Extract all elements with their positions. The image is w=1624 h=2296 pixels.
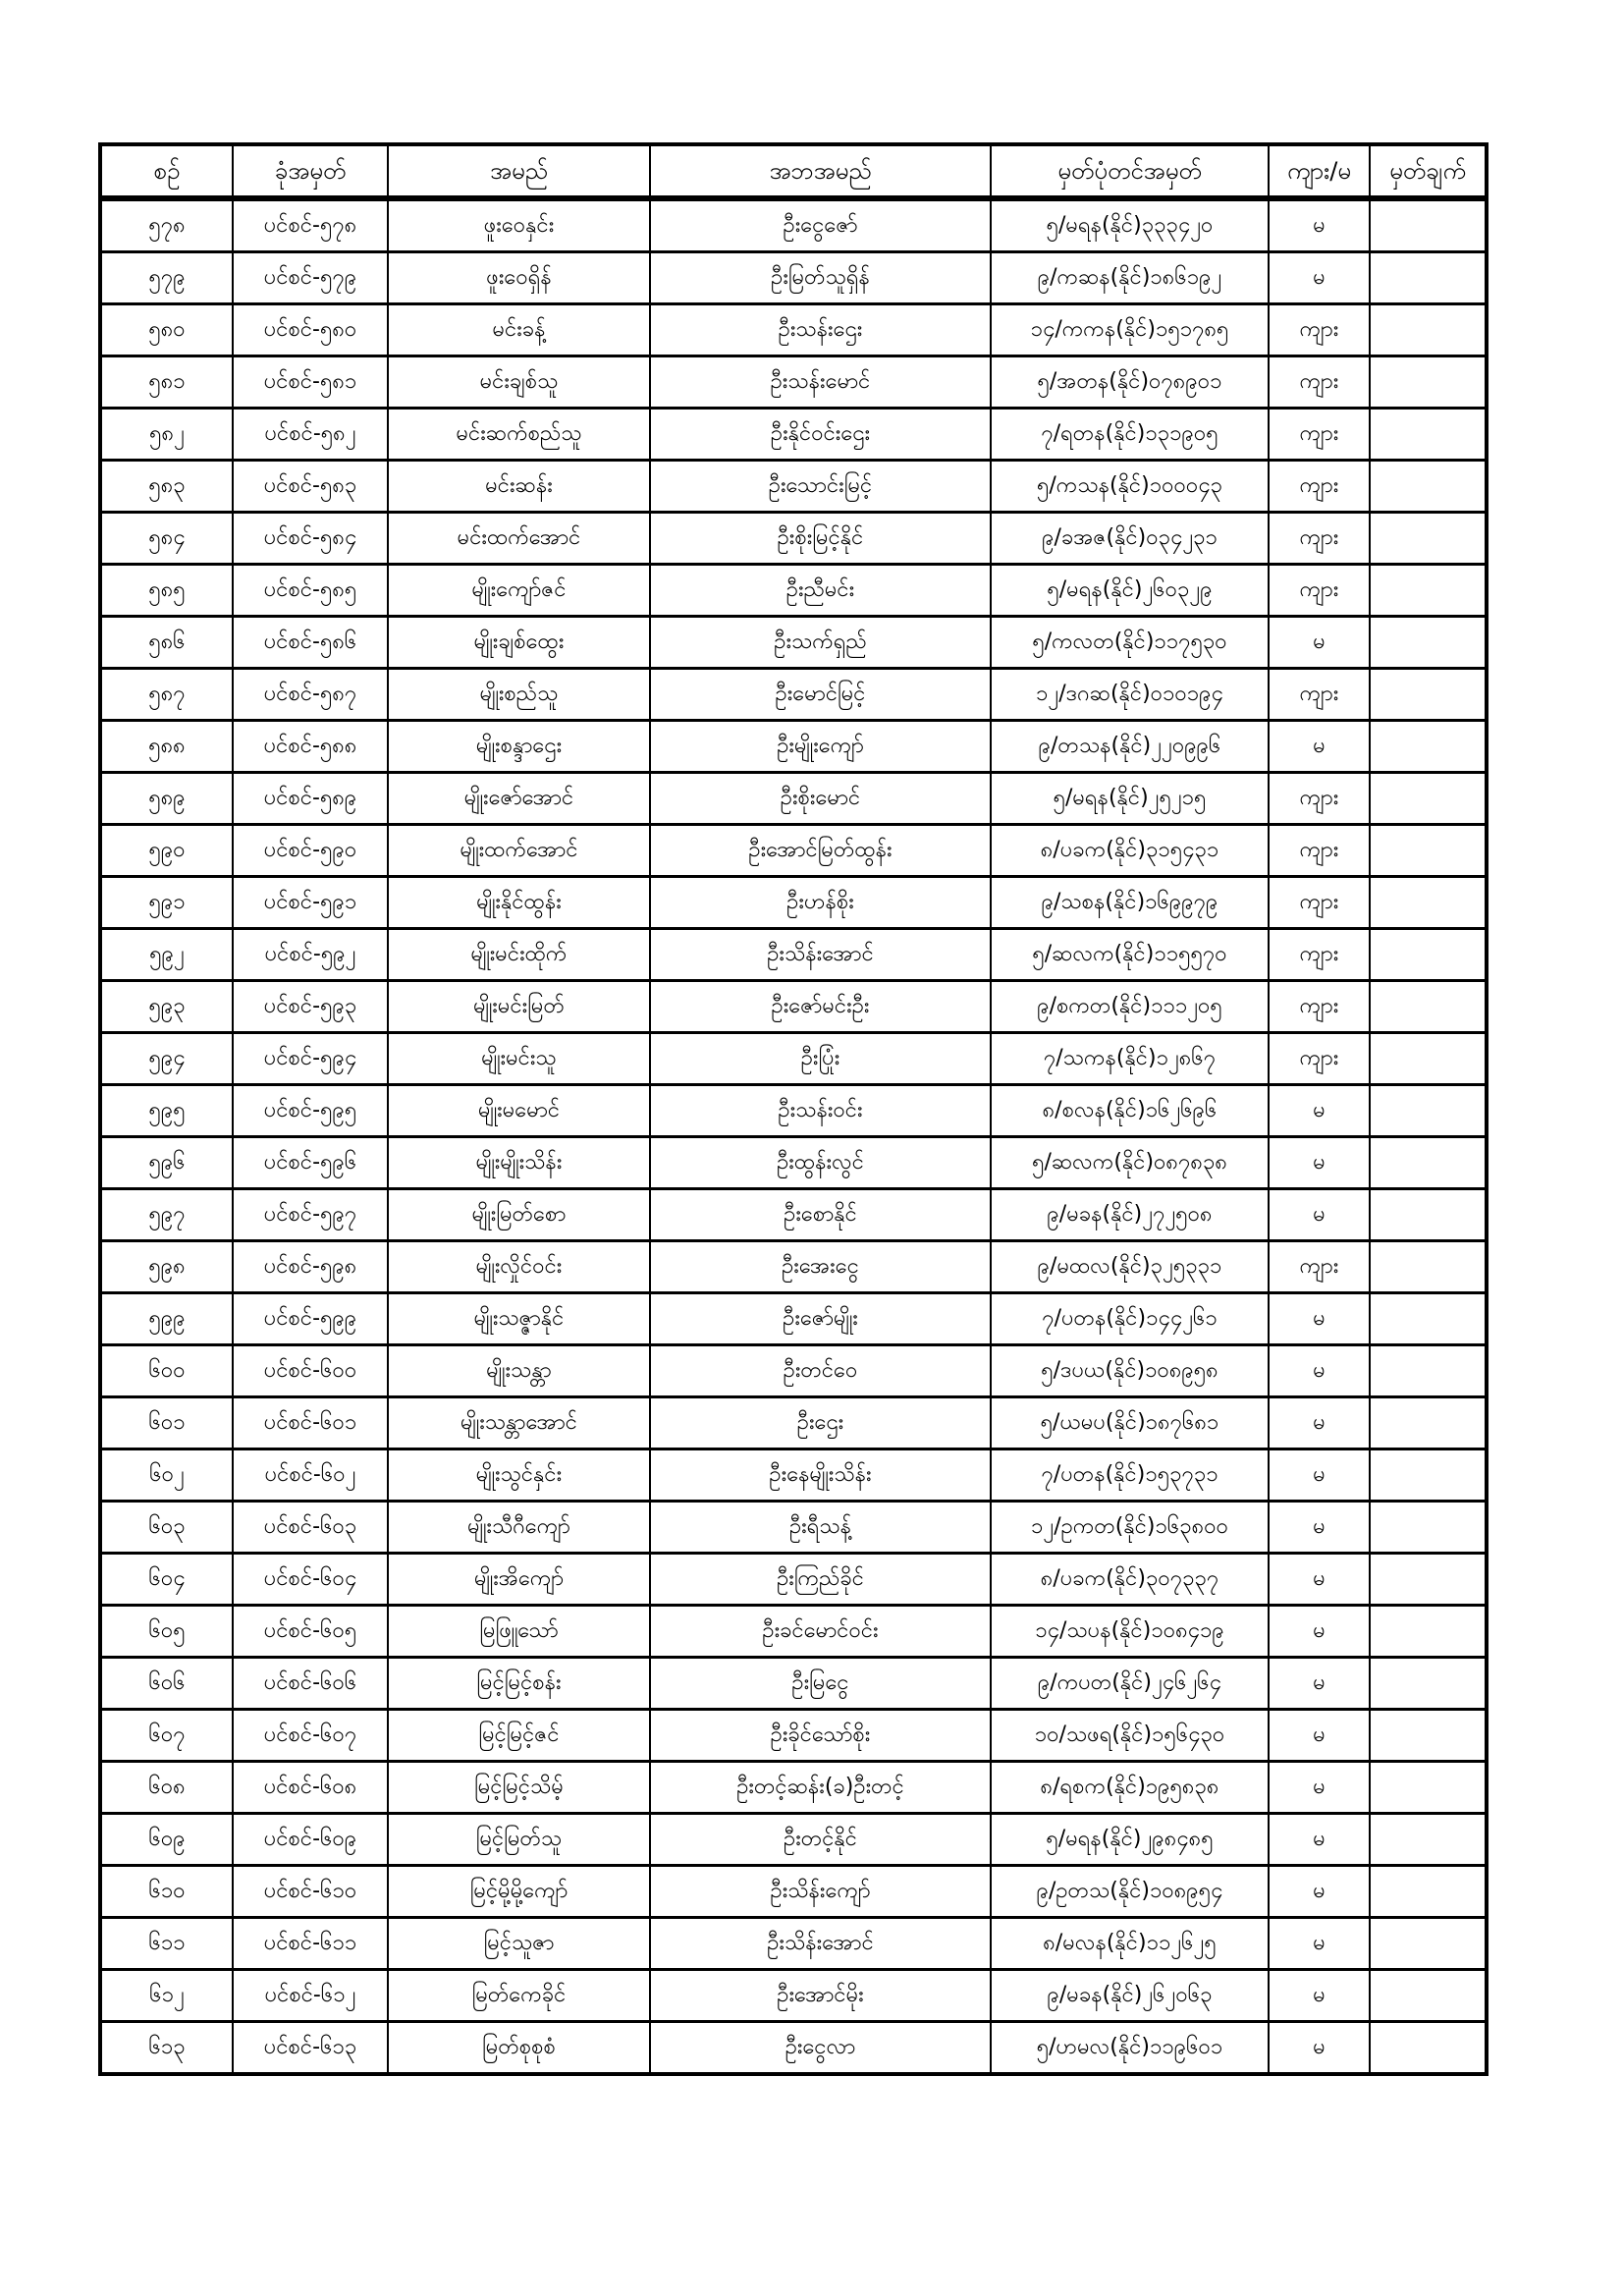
cell-serial: ၅၈၀	[100, 304, 233, 356]
cell-gender: မ	[1269, 721, 1370, 773]
cell-father-name: ဦးသန်းမောင်	[650, 356, 991, 409]
cell-father-name: ဦးသက်ရှည်	[650, 617, 991, 669]
cell-father-name: ဦးသန်းဝင်း	[650, 1085, 991, 1137]
cell-name: မျိုးနိုင်ထွန်း	[388, 877, 650, 929]
cell-seat-number: ပင်စင်-၅၈၂	[233, 409, 388, 461]
cell-gender: ကျား	[1269, 513, 1370, 565]
cell-father-name: ဦးဇော်မင်းဦး	[650, 981, 991, 1033]
cell-name: မြတ်ကေခိုင်	[388, 1970, 650, 2022]
cell-father-name: ဦးသိန်းအောင်	[650, 1918, 991, 1970]
cell-remarks	[1370, 252, 1487, 304]
cell-name: မင်းဆန်း	[388, 461, 650, 513]
cell-name: မြတ်စုစုစံ	[388, 2022, 650, 2075]
cell-nrc-number: ၉/မထလ(နိုင်)၃၂၅၃၃၁	[991, 1241, 1269, 1293]
table-row	[100, 1658, 1487, 1710]
cell-seat-number: ပင်စင်-၆၁၃	[233, 2022, 388, 2075]
cell-serial: ၅၉၀	[100, 825, 233, 877]
header-name: အမည်	[388, 144, 650, 198]
table-row	[100, 461, 1487, 513]
cell-father-name: ဦးခိုင်သော်စိုး	[650, 1710, 991, 1762]
cell-nrc-number: ၅/အတန(နိုင်)၀၇၈၉၀၁	[991, 356, 1269, 409]
cell-nrc-number: ၅/မရန(နိုင်)၃၃၃၄၂၀	[991, 198, 1269, 252]
header-remarks: မှတ်ချက်	[1370, 144, 1487, 198]
cell-father-name: ဦးသိန်းအောင်	[650, 929, 991, 981]
cell-gender: မ	[1269, 1970, 1370, 2022]
cell-remarks	[1370, 461, 1487, 513]
table-row	[100, 721, 1487, 773]
cell-seat-number: ပင်စင်-၆၁၂	[233, 1970, 388, 2022]
cell-serial: ၅၉၉	[100, 1293, 233, 1345]
cell-seat-number: ပင်စင်-၆၀၈	[233, 1762, 388, 1814]
cell-seat-number: ပင်စင်-၅၉၄	[233, 1033, 388, 1085]
cell-gender: ကျား	[1269, 877, 1370, 929]
cell-seat-number: ပင်စင်-၅၉၆	[233, 1137, 388, 1189]
cell-name: မြင့်မြင့်ဇင်	[388, 1710, 650, 1762]
registration-table	[98, 142, 1489, 2076]
cell-gender: မ	[1269, 1345, 1370, 1397]
cell-seat-number: ပင်စင်-၆၁၁	[233, 1918, 388, 1970]
cell-remarks	[1370, 1241, 1487, 1293]
cell-nrc-number: ၈/ရစက(နိုင်)၁၉၅၈၃၈	[991, 1762, 1269, 1814]
cell-gender: ကျား	[1269, 981, 1370, 1033]
table-row	[100, 1137, 1487, 1189]
cell-gender: ကျား	[1269, 1033, 1370, 1085]
cell-remarks	[1370, 617, 1487, 669]
cell-name: မင်းဆက်စည်သူ	[388, 409, 650, 461]
cell-name: မျိုးမင်းသူ	[388, 1033, 650, 1085]
cell-nrc-number: ၉/ဥတသ(နိုင်)၁၀၈၉၅၄	[991, 1866, 1269, 1918]
cell-nrc-number: ၇/ပတန(နိုင်)၁၄၄၂၆၁	[991, 1293, 1269, 1345]
cell-nrc-number: ၈/ပခက(နိုင်)၃၁၅၄၃၁	[991, 825, 1269, 877]
table-row	[100, 929, 1487, 981]
table-row	[100, 981, 1487, 1033]
cell-remarks	[1370, 1449, 1487, 1502]
header-seat-number: ခုံအမှတ်	[233, 144, 388, 198]
cell-father-name: ဦးသန်းဌေး	[650, 304, 991, 356]
cell-seat-number: ပင်စင်-၅၉၇	[233, 1189, 388, 1241]
cell-seat-number: ပင်စင်-၆၀၂	[233, 1449, 388, 1502]
table-row	[100, 1762, 1487, 1814]
cell-remarks	[1370, 1918, 1487, 1970]
cell-seat-number: ပင်စင်-၅၉၂	[233, 929, 388, 981]
cell-remarks	[1370, 877, 1487, 929]
table-row	[100, 565, 1487, 617]
cell-name: မျိုးမမောင်	[388, 1085, 650, 1137]
cell-gender: မ	[1269, 1137, 1370, 1189]
cell-serial: ၅၈၃	[100, 461, 233, 513]
cell-remarks	[1370, 356, 1487, 409]
cell-nrc-number: ၇/ပတန(နိုင်)၁၅၃၇၃၁	[991, 1449, 1269, 1502]
cell-seat-number: ပင်စင်-၆၀၉	[233, 1814, 388, 1866]
cell-name: မျိုးစန္ဒာဌေး	[388, 721, 650, 773]
cell-father-name: ဦးနိုင်ဝင်းဌေး	[650, 409, 991, 461]
cell-serial: ၅၉၁	[100, 877, 233, 929]
cell-seat-number: ပင်စင်-၅၇၈	[233, 198, 388, 252]
cell-serial: ၅၈၈	[100, 721, 233, 773]
cell-remarks	[1370, 1866, 1487, 1918]
cell-serial: ၆၀၁	[100, 1397, 233, 1449]
cell-nrc-number: ၁၂/ဥကတ(နိုင်)၁၆၃၈၀၀	[991, 1502, 1269, 1554]
cell-remarks	[1370, 1606, 1487, 1658]
cell-seat-number: ပင်စင်-၆၀၆	[233, 1658, 388, 1710]
cell-seat-number: ပင်စင်-၆၀၃	[233, 1502, 388, 1554]
cell-nrc-number: ၅/ကလတ(နိုင်)၁၁၇၅၃၀	[991, 617, 1269, 669]
cell-nrc-number: ၉/မခန(နိုင်)၂၆၂၀၆၃	[991, 1970, 1269, 2022]
cell-remarks	[1370, 1814, 1487, 1866]
cell-gender: ကျား	[1269, 304, 1370, 356]
cell-father-name: ဦးညီမင်း	[650, 565, 991, 617]
cell-remarks	[1370, 1137, 1487, 1189]
cell-serial: ၅၈၁	[100, 356, 233, 409]
cell-nrc-number: ၅/ဟမလ(နိုင်)၁၁၉၆၀၁	[991, 2022, 1269, 2075]
cell-serial: ၅၇၈	[100, 198, 233, 252]
cell-name: မျိုးချစ်ထွေး	[388, 617, 650, 669]
cell-seat-number: ပင်စင်-၅၈၆	[233, 617, 388, 669]
cell-name: မြဖြူသော်	[388, 1606, 650, 1658]
table-row	[100, 617, 1487, 669]
cell-gender: မ	[1269, 1606, 1370, 1658]
cell-name: မင်းချစ်သူ	[388, 356, 650, 409]
cell-remarks	[1370, 1502, 1487, 1554]
cell-nrc-number: ၉/စကတ(နိုင်)၁၁၁၂၀၅	[991, 981, 1269, 1033]
cell-seat-number: ပင်စင်-၆၁၀	[233, 1866, 388, 1918]
cell-father-name: ဦးမျိုးကျော်	[650, 721, 991, 773]
cell-father-name: ဦးစိုးမြင့်နိုင်	[650, 513, 991, 565]
cell-seat-number: ပင်စင်-၅၈၁	[233, 356, 388, 409]
cell-seat-number: ပင်စင်-၅၉၀	[233, 825, 388, 877]
table-row	[100, 1866, 1487, 1918]
cell-nrc-number: ၉/မခန(နိုင်)၂၇၂၅၀၈	[991, 1189, 1269, 1241]
table-row	[100, 825, 1487, 877]
table-row	[100, 773, 1487, 825]
cell-seat-number: ပင်စင်-၅၉၃	[233, 981, 388, 1033]
cell-serial: ၅၈၄	[100, 513, 233, 565]
cell-name: မျိုးအိကျော်	[388, 1554, 650, 1606]
cell-gender: မ	[1269, 1189, 1370, 1241]
cell-serial: ၅၉၅	[100, 1085, 233, 1137]
cell-seat-number: ပင်စင်-၅၉၁	[233, 877, 388, 929]
table-row	[100, 1814, 1487, 1866]
cell-gender: ကျား	[1269, 1241, 1370, 1293]
cell-seat-number: ပင်စင်-၅၈၄	[233, 513, 388, 565]
cell-nrc-number: ၈/ပခက(နိုင်)၃၀၇၃၃၇	[991, 1554, 1269, 1606]
table-row	[100, 1033, 1487, 1085]
cell-nrc-number: ၅/ဒပယ(နိုင်)၁၀၈၉၅၈	[991, 1345, 1269, 1397]
cell-gender: မ	[1269, 1710, 1370, 1762]
cell-nrc-number: ၉/ကဆန(နိုင်)၁၈၆၁၉၂	[991, 252, 1269, 304]
cell-seat-number: ပင်စင်-၅၈၈	[233, 721, 388, 773]
cell-nrc-number: ၁၂/ဒဂဆ(နိုင်)၀၁၀၁၉၄	[991, 669, 1269, 721]
header-nrc-number: မှတ်ပုံတင်အမှတ်	[991, 144, 1269, 198]
table-row	[100, 409, 1487, 461]
cell-name: ဖူးဝေနှင်း	[388, 198, 650, 252]
cell-name: မင်းထက်အောင်	[388, 513, 650, 565]
cell-serial: ၅၈၂	[100, 409, 233, 461]
cell-remarks	[1370, 825, 1487, 877]
cell-remarks	[1370, 304, 1487, 356]
cell-father-name: ဦးမြတ်သူရှိန်	[650, 252, 991, 304]
cell-nrc-number: ၉/ကပတ(နိုင်)၂၄၆၂၆၄	[991, 1658, 1269, 1710]
cell-remarks	[1370, 2022, 1487, 2075]
cell-seat-number: ပင်စင်-၆၀၁	[233, 1397, 388, 1449]
table-row	[100, 252, 1487, 304]
cell-remarks	[1370, 929, 1487, 981]
cell-name: မြင့်သူဇာ	[388, 1918, 650, 1970]
cell-father-name: ဦးပြုံး	[650, 1033, 991, 1085]
cell-father-name: ဦးတင့်ဆန်း(ခ)ဦးတင့်	[650, 1762, 991, 1814]
cell-gender: မ	[1269, 1866, 1370, 1918]
cell-father-name: ဦးဇော်မျိုး	[650, 1293, 991, 1345]
cell-nrc-number: ၅/မရန(နိုင်)၂၆၀၃၂၉	[991, 565, 1269, 617]
table-row	[100, 1397, 1487, 1449]
cell-remarks	[1370, 773, 1487, 825]
cell-remarks	[1370, 1085, 1487, 1137]
table-row	[100, 1189, 1487, 1241]
cell-gender: ကျား	[1269, 356, 1370, 409]
cell-remarks	[1370, 1710, 1487, 1762]
cell-nrc-number: ၁၄/သပန(နိုင်)၁၀၈၄၁၉	[991, 1606, 1269, 1658]
cell-remarks	[1370, 669, 1487, 721]
cell-name: မျိုးသီဂီကျော်	[388, 1502, 650, 1554]
table-row	[100, 1241, 1487, 1293]
cell-nrc-number: ၈/စလန(နိုင်)၁၆၂၆၉၆	[991, 1085, 1269, 1137]
header-gender: ကျား/မ	[1269, 144, 1370, 198]
cell-father-name: ဦးမောင်မြင့်	[650, 669, 991, 721]
cell-name: မြင့်မြင့်သိမ့်	[388, 1762, 650, 1814]
cell-serial: ၆၁၃	[100, 2022, 233, 2075]
cell-gender: မ	[1269, 1814, 1370, 1866]
table-row	[100, 1554, 1487, 1606]
cell-name: မျိုးဇော်အောင်	[388, 773, 650, 825]
cell-father-name: ဦးကြည်ခိုင်	[650, 1554, 991, 1606]
cell-serial: ၆၀၂	[100, 1449, 233, 1502]
cell-father-name: ဦးထွန်းလွင်	[650, 1137, 991, 1189]
cell-father-name: ဦးနေမျိုးသိန်း	[650, 1449, 991, 1502]
cell-serial: ၅၉၄	[100, 1033, 233, 1085]
cell-gender: မ	[1269, 2022, 1370, 2075]
cell-seat-number: ပင်စင်-၅၉၈	[233, 1241, 388, 1293]
cell-seat-number: ပင်စင်-၅၈၇	[233, 669, 388, 721]
cell-father-name: ဦးဌေး	[650, 1397, 991, 1449]
cell-serial: ၅၈၇	[100, 669, 233, 721]
cell-father-name: ဦးစောနိုင်	[650, 1189, 991, 1241]
cell-father-name: ဦးရီသန့်	[650, 1502, 991, 1554]
cell-serial: ၅၉၆	[100, 1137, 233, 1189]
cell-name: မျိုးသန္တာအောင်	[388, 1397, 650, 1449]
cell-gender: ကျား	[1269, 565, 1370, 617]
cell-seat-number: ပင်စင်-၆၀၀	[233, 1345, 388, 1397]
table-row	[100, 1449, 1487, 1502]
cell-serial: ၅၈၉	[100, 773, 233, 825]
table-row	[100, 669, 1487, 721]
cell-remarks	[1370, 565, 1487, 617]
cell-seat-number: ပင်စင်-၅၇၉	[233, 252, 388, 304]
cell-remarks	[1370, 409, 1487, 461]
table-row	[100, 1918, 1487, 1970]
cell-serial: ၅၉၈	[100, 1241, 233, 1293]
cell-gender: မ	[1269, 1449, 1370, 1502]
cell-father-name: ဦးငွေလာ	[650, 2022, 991, 2075]
cell-remarks	[1370, 1970, 1487, 2022]
cell-seat-number: ပင်စင်-၅၈၉	[233, 773, 388, 825]
cell-name: မျိုးမျိုးသိန်း	[388, 1137, 650, 1189]
cell-gender: မ	[1269, 252, 1370, 304]
cell-serial: ၆၁၂	[100, 1970, 233, 2022]
table-row	[100, 1085, 1487, 1137]
cell-gender: ကျား	[1269, 409, 1370, 461]
cell-serial: ၆၁၁	[100, 1918, 233, 1970]
cell-name: မြင့်မြင့်စန်း	[388, 1658, 650, 1710]
cell-name: ဖူးဝေရှိန်	[388, 252, 650, 304]
cell-gender: မ	[1269, 1502, 1370, 1554]
cell-name: မျိုးမင်းမြတ်	[388, 981, 650, 1033]
table-header-row	[100, 144, 1487, 198]
cell-nrc-number: ၅/မရန(နိုင်)၂၉၈၄၈၅	[991, 1814, 1269, 1866]
cell-father-name: ဦးတင်ဝေ	[650, 1345, 991, 1397]
cell-nrc-number: ၁၀/သဖရ(နိုင်)၁၅၆၄၃၀	[991, 1710, 1269, 1762]
cell-seat-number: ပင်စင်-၆၀၅	[233, 1606, 388, 1658]
cell-nrc-number: ၉/တသန(နိုင်)၂၂၀၉၉၆	[991, 721, 1269, 773]
cell-remarks	[1370, 981, 1487, 1033]
cell-father-name: ဦးစိုးမောင်	[650, 773, 991, 825]
table-row	[100, 304, 1487, 356]
cell-remarks	[1370, 198, 1487, 252]
table-row	[100, 1606, 1487, 1658]
cell-nrc-number: ၇/ရတန(နိုင်)၁၃၁၉၀၅	[991, 409, 1269, 461]
cell-seat-number: ပင်စင်-၆၀၇	[233, 1710, 388, 1762]
cell-name: မျိုးသဇ္ဇာနိုင်	[388, 1293, 650, 1345]
cell-gender: မ	[1269, 1658, 1370, 1710]
cell-remarks	[1370, 1554, 1487, 1606]
cell-seat-number: ပင်စင်-၅၉၅	[233, 1085, 388, 1137]
cell-serial: ၆၀၇	[100, 1710, 233, 1762]
cell-serial: ၆၀၅	[100, 1606, 233, 1658]
cell-gender: မ	[1269, 1554, 1370, 1606]
cell-seat-number: ပင်စင်-၅၉၉	[233, 1293, 388, 1345]
cell-remarks	[1370, 1345, 1487, 1397]
header-father-name: အဘအမည်	[650, 144, 991, 198]
cell-serial: ၆၀၄	[100, 1554, 233, 1606]
table-row	[100, 877, 1487, 929]
cell-gender: မ	[1269, 1918, 1370, 1970]
cell-serial: ၅၉၇	[100, 1189, 233, 1241]
table-row	[100, 1710, 1487, 1762]
cell-father-name: ဦးခင်မောင်ဝင်း	[650, 1606, 991, 1658]
cell-serial: ၅၉၃	[100, 981, 233, 1033]
cell-name: မြင့်မို့မို့ကျော်	[388, 1866, 650, 1918]
cell-father-name: ဦးဟန်စိုး	[650, 877, 991, 929]
cell-seat-number: ပင်စင်-၅၈၅	[233, 565, 388, 617]
cell-father-name: ဦးသောင်းမြင့်	[650, 461, 991, 513]
table-row	[100, 1345, 1487, 1397]
cell-gender: ကျား	[1269, 825, 1370, 877]
cell-remarks	[1370, 513, 1487, 565]
cell-serial: ၅၈၆	[100, 617, 233, 669]
cell-name: မျိုးသန္တာ	[388, 1345, 650, 1397]
table-row	[100, 2022, 1487, 2075]
cell-remarks	[1370, 1293, 1487, 1345]
cell-nrc-number: ၅/ဆလက(နိုင်)၁၁၅၅၇၀	[991, 929, 1269, 981]
table-body	[100, 198, 1487, 2074]
cell-gender: ကျား	[1269, 669, 1370, 721]
cell-nrc-number: ၁၄/ကကန(နိုင်)၁၅၁၇၈၅	[991, 304, 1269, 356]
cell-father-name: ဦးအောင်မိုး	[650, 1970, 991, 2022]
cell-gender: မ	[1269, 1397, 1370, 1449]
cell-remarks	[1370, 1762, 1487, 1814]
cell-seat-number: ပင်စင်-၅၈၃	[233, 461, 388, 513]
cell-father-name: ဦးသိန်းကျော်	[650, 1866, 991, 1918]
cell-name: မျိုးလှိုင်ဝင်း	[388, 1241, 650, 1293]
cell-serial: ၅၇၉	[100, 252, 233, 304]
cell-nrc-number: ၇/သကန(နိုင်)၁၂၈၆၇	[991, 1033, 1269, 1085]
cell-serial: ၅၈၅	[100, 565, 233, 617]
header-serial: စဉ်	[100, 144, 233, 198]
cell-gender: မ	[1269, 1293, 1370, 1345]
cell-name: မြင့်မြတ်သူ	[388, 1814, 650, 1866]
table-row	[100, 1970, 1487, 2022]
cell-gender: မ	[1269, 1762, 1370, 1814]
cell-father-name: ဦးငွေဇော်	[650, 198, 991, 252]
cell-remarks	[1370, 1397, 1487, 1449]
cell-remarks	[1370, 1658, 1487, 1710]
cell-serial: ၆၁၀	[100, 1866, 233, 1918]
cell-name: မျိုးသွင်နှင်း	[388, 1449, 650, 1502]
table-row	[100, 513, 1487, 565]
cell-father-name: ဦးအောင်မြတ်ထွန်း	[650, 825, 991, 877]
cell-gender: မ	[1269, 198, 1370, 252]
cell-nrc-number: ၅/မရန(နိုင်)၂၅၂၁၅	[991, 773, 1269, 825]
cell-name: မျိုးမြတ်စော	[388, 1189, 650, 1241]
cell-remarks	[1370, 1189, 1487, 1241]
table-row	[100, 356, 1487, 409]
cell-name: မျိုးမင်းထိုက်	[388, 929, 650, 981]
cell-serial: ၆၀၀	[100, 1345, 233, 1397]
cell-father-name: ဦးတင့်နိုင်	[650, 1814, 991, 1866]
cell-gender: မ	[1269, 1085, 1370, 1137]
cell-nrc-number: ၅/ကသန(နိုင်)၁၀၀၀၄၃	[991, 461, 1269, 513]
cell-gender: ကျား	[1269, 773, 1370, 825]
cell-gender: မ	[1269, 617, 1370, 669]
cell-name: မျိုးကျော်ဇင်	[388, 565, 650, 617]
cell-name: မင်းခန့်	[388, 304, 650, 356]
cell-serial: ၅၉၂	[100, 929, 233, 981]
cell-remarks	[1370, 1033, 1487, 1085]
table-row	[100, 198, 1487, 252]
cell-name: မျိုးထက်အောင်	[388, 825, 650, 877]
cell-serial: ၆၀၈	[100, 1762, 233, 1814]
cell-father-name: ဦးမြငွေ	[650, 1658, 991, 1710]
cell-nrc-number: ၅/ယမပ(နိုင်)၁၈၇၆၈၁	[991, 1397, 1269, 1449]
cell-seat-number: ပင်စင်-၅၈၀	[233, 304, 388, 356]
cell-seat-number: ပင်စင်-၆၀၄	[233, 1554, 388, 1606]
cell-serial: ၆၀၉	[100, 1814, 233, 1866]
cell-father-name: ဦးအေးငွေ	[650, 1241, 991, 1293]
cell-nrc-number: ၅/ဆလက(နိုင်)၀၈၇၈၃၈	[991, 1137, 1269, 1189]
cell-nrc-number: ၈/မလန(နိုင်)၁၁၂၆၂၅	[991, 1918, 1269, 1970]
cell-gender: ကျား	[1269, 461, 1370, 513]
cell-serial: ၆၀၃	[100, 1502, 233, 1554]
cell-serial: ၆၀၆	[100, 1658, 233, 1710]
cell-nrc-number: ၉/သစန(နိုင်)၁၆၉၉၇၉	[991, 877, 1269, 929]
cell-name: မျိုးစည်သူ	[388, 669, 650, 721]
table-row	[100, 1502, 1487, 1554]
cell-remarks	[1370, 721, 1487, 773]
cell-gender: ကျား	[1269, 929, 1370, 981]
cell-nrc-number: ၉/ခအဇ(နိုင်)၀၃၄၂၃၁	[991, 513, 1269, 565]
table-row	[100, 1293, 1487, 1345]
